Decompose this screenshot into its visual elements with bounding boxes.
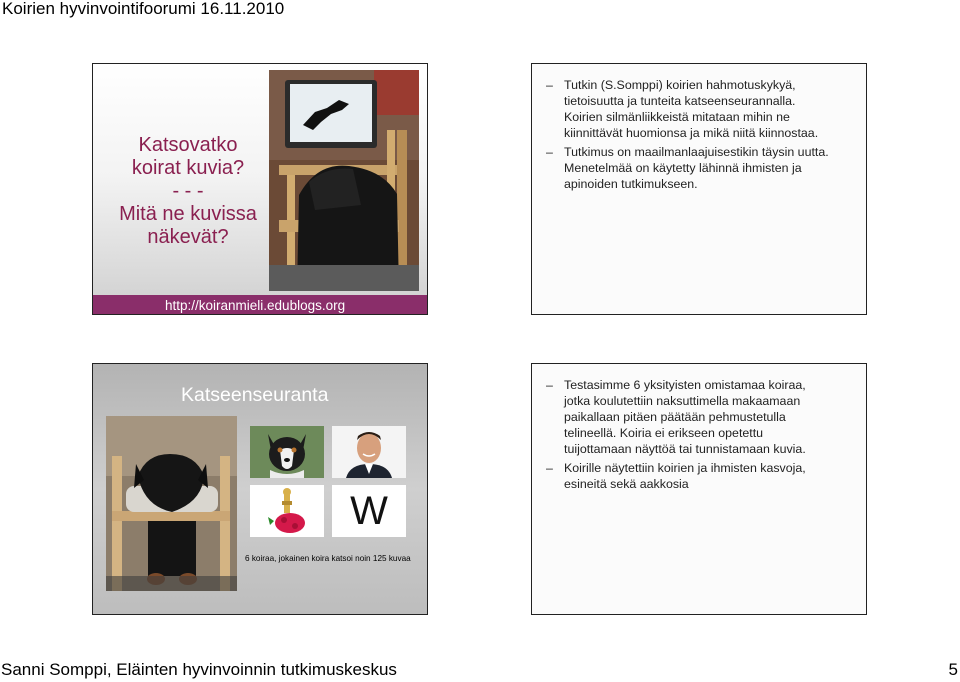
bullet-line: esineitä sekä aakkosia [564, 477, 689, 491]
slide3-caption: 6 koiraa, jokainen koira katsoi noin 125 kuvaa [245, 554, 411, 563]
bullet-line: paikallaan pitäen päätään pehmustetulla [564, 410, 786, 424]
slide1-title-line: koirat kuvia? [131, 157, 245, 179]
dog-face-thumbnail [250, 426, 324, 478]
document-header-title: Koirien hyvinvointifoorumi 16.11.2010 [2, 0, 285, 18]
bullet-line: – Tutkimus on maailmanlaajuisestikin täysin uutta. [564, 145, 829, 159]
bullet-line: kiinnittävät huomionsa ja mikä niitä kiinnostaa. [564, 126, 819, 140]
page-number: 5 [948, 660, 958, 679]
slide1-url: http://koiranmieli.edublogs.org [165, 298, 346, 313]
slide-2 [531, 63, 867, 315]
list-item [546, 144, 858, 192]
list-item [546, 460, 858, 492]
slide1-title-line: näkevät? [147, 226, 229, 248]
slide-1 [92, 63, 428, 315]
slide1-title-line: - - - [172, 180, 204, 202]
bullet-line: – Testasimme 6 yksityisten omistamaa koiraa, [564, 378, 806, 392]
slide3-title: Katseenseuranta [181, 384, 329, 406]
man-face-photo [332, 426, 406, 478]
list-item [546, 77, 858, 141]
bullet-line: telineellä. Koiria ei erikseen opetettu [564, 426, 764, 440]
dog-viewing-monitor-photo [269, 70, 419, 291]
bullet-line: Menetelmää on käytetty lähinnä ihmisten ja [564, 161, 802, 175]
toy-thumbnail [250, 485, 324, 537]
footer-author: Sanni Somppi, Eläinten hyvinvoinnin tutkimuskeskus [1, 660, 397, 679]
bullet-line: tietoisuutta ja tunteita katseenseurannalla. [564, 94, 796, 108]
bullet-line: – Koirille näytettiin koirien ja ihmisten kasvoja, [564, 461, 806, 475]
dog-on-stand-photo [106, 416, 237, 591]
slide-3 [92, 363, 428, 615]
slide1-title [93, 134, 283, 249]
man-face-thumbnail [332, 426, 406, 478]
slide1-title-line: Mitä ne kuvissa [119, 203, 257, 225]
slide2-bullet-list [546, 77, 858, 195]
slide4-bullet-list [546, 377, 858, 495]
dog-face-photo [250, 426, 324, 478]
letter-thumbnail: W [332, 485, 406, 537]
slide-4 [531, 363, 867, 615]
slide1-title-line: Katsovatko [138, 134, 238, 156]
bullet-line: Koirien silmänliikkeistä mitataan mihin ne [564, 110, 790, 124]
bullet-line: tuijottamaan näyttöä tai tunnistamaan kuvia. [564, 442, 806, 456]
toy-photo [250, 485, 324, 537]
bullet-line: – Tutkin (S.Somppi) koirien hahmotuskykyä, [564, 78, 796, 92]
list-item [546, 377, 858, 457]
bullet-line: jotka koulutettiin naksuttimella makaamaan [564, 394, 801, 408]
bullet-line: apinoiden tutkimukseen. [564, 177, 698, 191]
